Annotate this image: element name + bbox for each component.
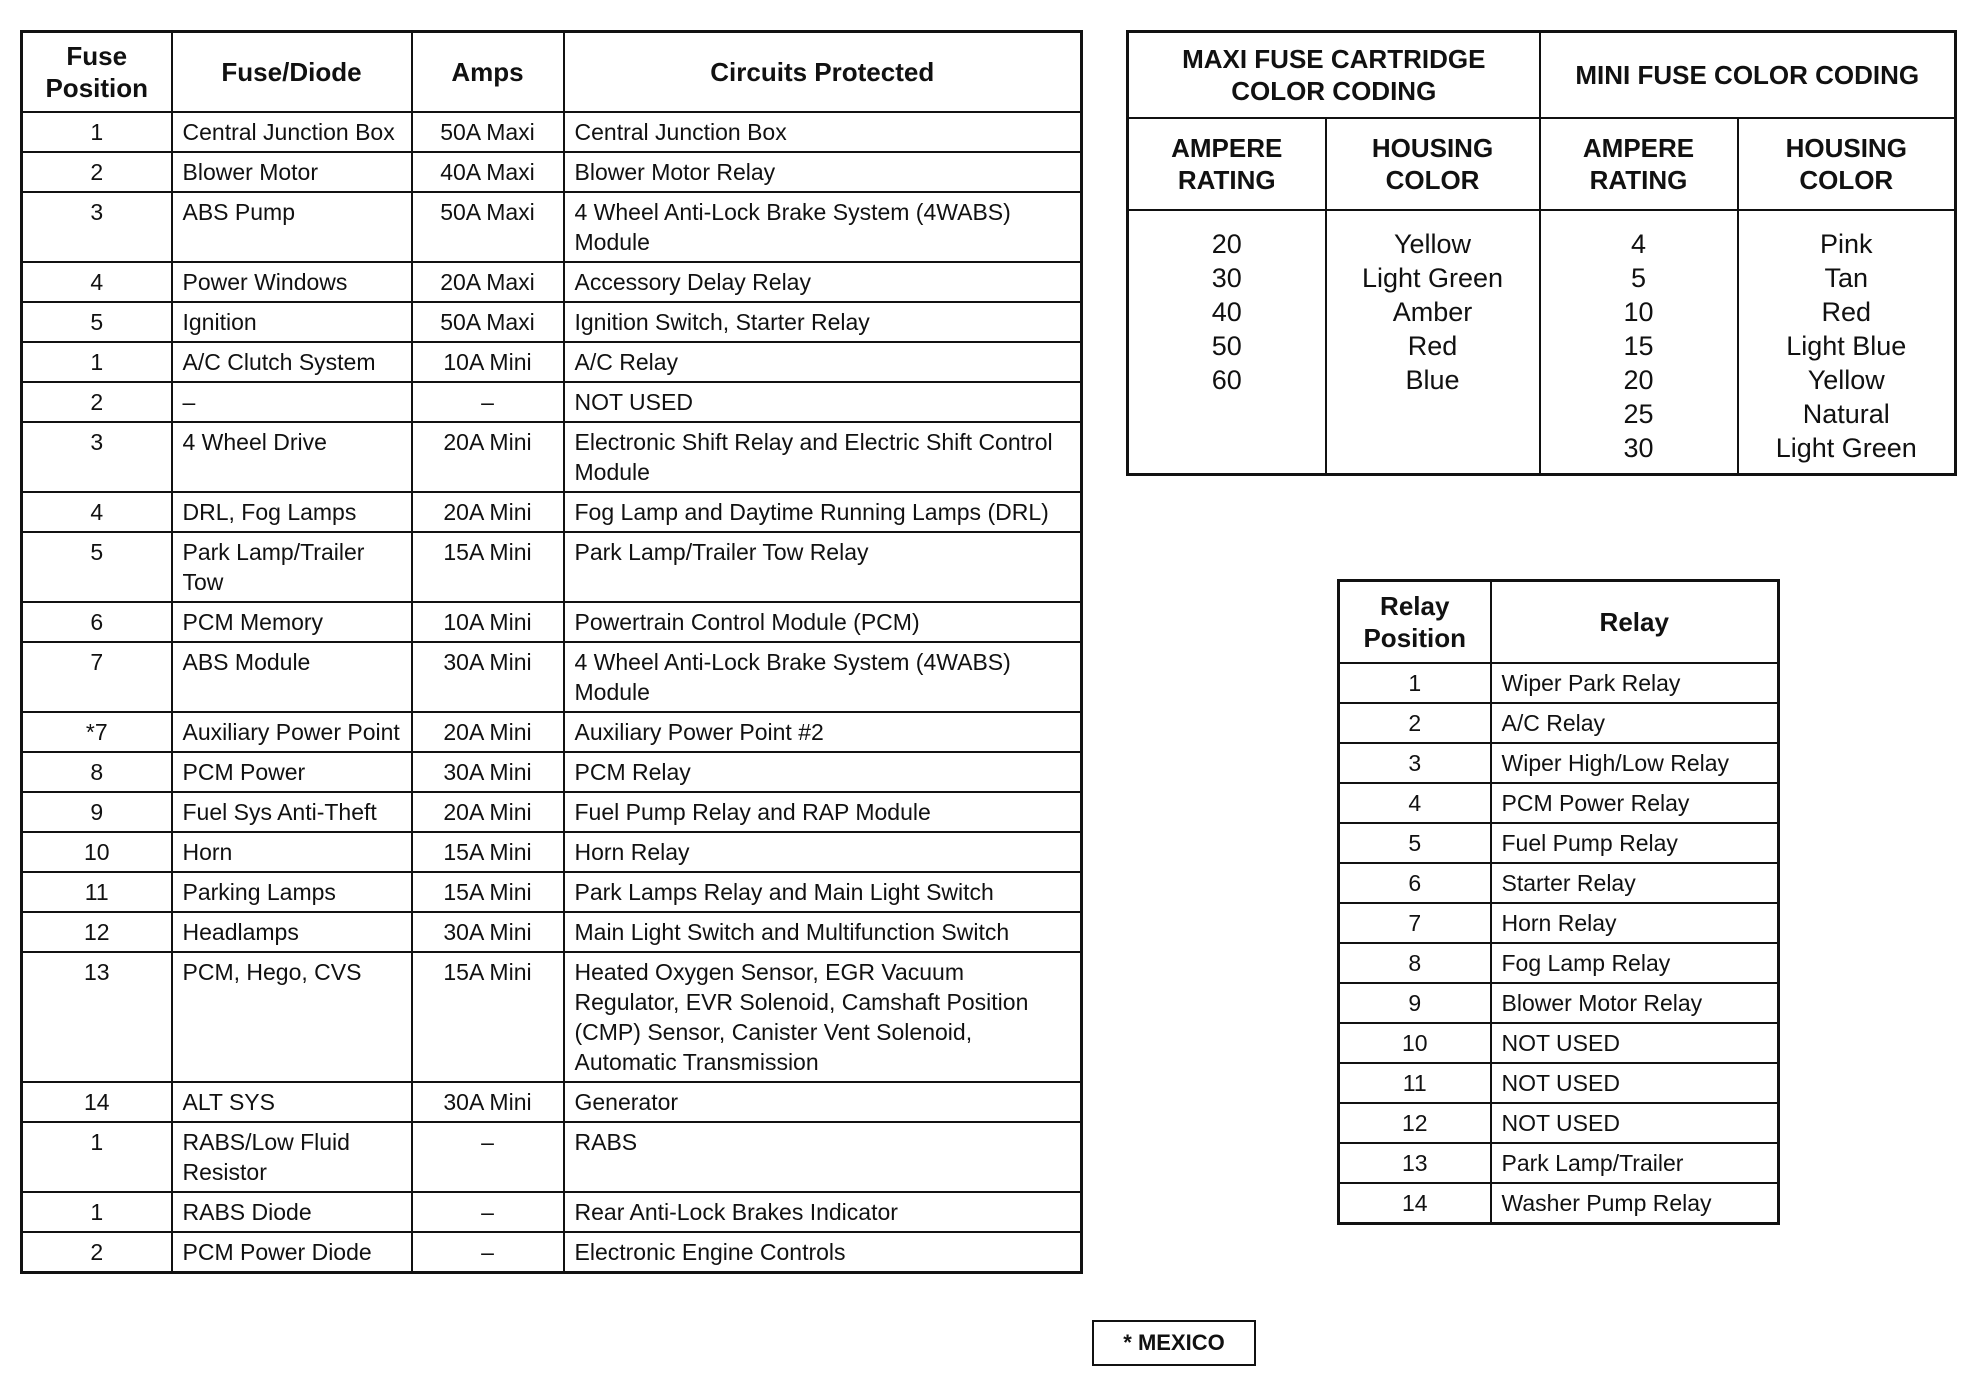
amps-cell: 20A Mini — [412, 422, 564, 492]
table-row — [22, 832, 1082, 872]
mini-color-value: Natural — [1802, 399, 1890, 429]
table-row — [22, 422, 1082, 492]
fuse-name-cell: RABS/Low Fluid Resistor — [172, 1122, 412, 1192]
table-row — [22, 192, 1082, 262]
circuit-cell: 4 Wheel Anti-Lock Brake System (4WABS) Module — [564, 192, 1082, 262]
relay-table — [1337, 579, 1780, 1225]
fuse-position-cell: 1 — [22, 112, 172, 152]
amps-cell: 30A Mini — [412, 752, 564, 792]
fuse-position-cell: 10 — [22, 832, 172, 872]
circuit-cell: Park Lamp/Trailer Tow Relay — [564, 532, 1082, 602]
fuse-position-cell: 5 — [22, 532, 172, 602]
relay-position-cell: 3 — [1339, 743, 1491, 783]
table-row — [1339, 1023, 1779, 1063]
table-row — [22, 152, 1082, 192]
maxi-amp-value: 60 — [1211, 365, 1242, 395]
circuit-cell: Electronic Engine Controls — [564, 1232, 1082, 1273]
fuse-name-cell: PCM Power — [172, 752, 412, 792]
amps-cell: 20A Mini — [412, 792, 564, 832]
circuit-cell: RABS — [564, 1122, 1082, 1192]
fuse-position-cell: 2 — [22, 382, 172, 422]
table-row — [22, 752, 1082, 792]
table-row — [1339, 863, 1779, 903]
amps-cell: 30A Mini — [412, 912, 564, 952]
mini-fuse-title: MINI FUSE COLOR CODING — [1540, 32, 1956, 119]
color-coding-table — [1126, 30, 1957, 476]
table-row — [22, 302, 1082, 342]
circuit-cell: Powertrain Control Module (PCM) — [564, 602, 1082, 642]
circuits-protected-header: Circuits Protected — [564, 32, 1082, 113]
fuse-position-cell: 1 — [22, 342, 172, 382]
amps-cell: 20A Mini — [412, 712, 564, 752]
amps-cell: 50A Maxi — [412, 302, 564, 342]
circuit-cell: Accessory Delay Relay — [564, 262, 1082, 302]
table-row — [1339, 783, 1779, 823]
circuit-cell: Heated Oxygen Sensor, EGR Vacuum Regulator, EVR Solenoid, Camshaft Position (CMP) Sensor, Canister Vent Solenoid, Automatic Transmission — [564, 952, 1082, 1082]
circuit-cell: Fog Lamp and Daytime Running Lamps (DRL) — [564, 492, 1082, 532]
fuse-diode-header: Fuse/Diode — [172, 32, 412, 113]
relay-table-header — [1339, 581, 1779, 664]
color-coding-subheader-row — [1128, 118, 1956, 210]
fuse-position-cell: 14 — [22, 1082, 172, 1122]
amps-cell: 10A Mini — [412, 342, 564, 382]
fuse-name-cell: – — [172, 382, 412, 422]
amps-cell: 30A Mini — [412, 1082, 564, 1122]
relay-name-cell: Fuel Pump Relay — [1491, 823, 1779, 863]
fuse-position-cell: 1 — [22, 1192, 172, 1232]
fuse-position-cell: 2 — [22, 1232, 172, 1273]
circuit-cell: Horn Relay — [564, 832, 1082, 872]
relay-position-cell: 14 — [1339, 1183, 1491, 1224]
color-coding-title-row — [1128, 32, 1956, 119]
fuse-position-cell: 3 — [22, 192, 172, 262]
amps-cell: 15A Mini — [412, 532, 564, 602]
table-row — [22, 262, 1082, 302]
mini-ampere-header: AMPERE RATING — [1540, 118, 1738, 210]
mini-color-value: Pink — [1820, 229, 1873, 259]
fuse-name-cell: 4 Wheel Drive — [172, 422, 412, 492]
maxi-color-value: Red — [1407, 331, 1458, 361]
color-coding-values-row — [1128, 210, 1956, 475]
relay-name-cell: Blower Motor Relay — [1491, 983, 1779, 1023]
maxi-amps-list — [1128, 210, 1326, 475]
fuse-name-cell: DRL, Fog Lamps — [172, 492, 412, 532]
fuse-name-cell: Auxiliary Power Point — [172, 712, 412, 752]
maxi-color-value: Amber — [1392, 297, 1473, 327]
circuit-cell: A/C Relay — [564, 342, 1082, 382]
mini-amp-value: 30 — [1623, 433, 1654, 463]
table-row — [22, 712, 1082, 752]
circuit-cell: Blower Motor Relay — [564, 152, 1082, 192]
fuse-name-cell: RABS Diode — [172, 1192, 412, 1232]
table-row — [1339, 743, 1779, 783]
table-row — [22, 492, 1082, 532]
maxi-ampere-header: AMPERE RATING — [1128, 118, 1326, 210]
table-row — [22, 1082, 1082, 1122]
mexico-footnote: * MEXICO — [1092, 1320, 1256, 1366]
relay-position-cell: 7 — [1339, 903, 1491, 943]
maxi-amp-value: 40 — [1211, 297, 1242, 327]
fuse-position-cell: 2 — [22, 152, 172, 192]
relay-name-cell: PCM Power Relay — [1491, 783, 1779, 823]
fuse-position-cell: 5 — [22, 302, 172, 342]
circuit-cell: Central Junction Box — [564, 112, 1082, 152]
amps-cell: 15A Mini — [412, 872, 564, 912]
relay-position-cell: 8 — [1339, 943, 1491, 983]
fuse-position-cell: 12 — [22, 912, 172, 952]
table-row — [1339, 1063, 1779, 1103]
fuse-name-cell: A/C Clutch System — [172, 342, 412, 382]
mini-amps-list — [1540, 210, 1738, 475]
fuse-name-cell: Power Windows — [172, 262, 412, 302]
fuse-name-cell: Headlamps — [172, 912, 412, 952]
fuse-position-cell: 9 — [22, 792, 172, 832]
mini-amp-value: 25 — [1623, 399, 1654, 429]
amps-cell: 50A Maxi — [412, 112, 564, 152]
relay-name-cell: NOT USED — [1491, 1023, 1779, 1063]
maxi-amp-value: 20 — [1211, 229, 1242, 259]
circuit-cell: NOT USED — [564, 382, 1082, 422]
relay-name-cell: Starter Relay — [1491, 863, 1779, 903]
circuit-cell: Park Lamps Relay and Main Light Switch — [564, 872, 1082, 912]
table-row — [22, 1192, 1082, 1232]
mini-amp-value: 15 — [1623, 331, 1654, 361]
mini-amp-value: 5 — [1631, 263, 1647, 293]
table-row — [1339, 943, 1779, 983]
fuse-position-cell: 3 — [22, 422, 172, 492]
fuse-name-cell: ALT SYS — [172, 1082, 412, 1122]
fuse-name-cell: Blower Motor — [172, 152, 412, 192]
mini-amp-value: 4 — [1631, 229, 1647, 259]
mini-color-value: Light Blue — [1786, 331, 1907, 361]
amps-cell: 15A Mini — [412, 952, 564, 1082]
mini-color-value: Light Green — [1775, 433, 1917, 463]
table-row — [1339, 703, 1779, 743]
relay-name-cell: Horn Relay — [1491, 903, 1779, 943]
circuit-cell: Ignition Switch, Starter Relay — [564, 302, 1082, 342]
fuse-name-cell: PCM Power Diode — [172, 1232, 412, 1273]
relay-position-cell: 11 — [1339, 1063, 1491, 1103]
table-row — [22, 1122, 1082, 1192]
amps-cell: – — [412, 1232, 564, 1273]
table-row — [22, 112, 1082, 152]
relay-name-cell: Wiper High/Low Relay — [1491, 743, 1779, 783]
fuse-position-cell: 6 — [22, 602, 172, 642]
maxi-colors-list — [1326, 210, 1540, 475]
mini-housing-header: HOUSING COLOR — [1738, 118, 1956, 210]
maxi-fuse-title: MAXI FUSE CARTRIDGE COLOR CODING — [1128, 32, 1540, 119]
circuit-cell: Main Light Switch and Multifunction Switch — [564, 912, 1082, 952]
relay-position-cell: 4 — [1339, 783, 1491, 823]
fuse-name-cell: PCM, Hego, CVS — [172, 952, 412, 1082]
relay-name-cell: Fog Lamp Relay — [1491, 943, 1779, 983]
relay-position-cell: 5 — [1339, 823, 1491, 863]
amps-cell: – — [412, 1192, 564, 1232]
fuse-position-cell: 8 — [22, 752, 172, 792]
circuit-cell: Generator — [564, 1082, 1082, 1122]
table-row — [22, 382, 1082, 422]
amps-cell: 20A Mini — [412, 492, 564, 532]
fuse-position-cell: 11 — [22, 872, 172, 912]
table-row — [1339, 1103, 1779, 1143]
table-row — [1339, 663, 1779, 703]
fuse-position-cell: 1 — [22, 1122, 172, 1192]
fuse-position-cell: *7 — [22, 712, 172, 752]
amps-cell: 40A Maxi — [412, 152, 564, 192]
fuse-name-cell: Central Junction Box — [172, 112, 412, 152]
maxi-housing-header: HOUSING COLOR — [1326, 118, 1540, 210]
fuse-name-cell: Ignition — [172, 302, 412, 342]
table-row — [22, 602, 1082, 642]
table-row — [22, 532, 1082, 602]
mini-color-value: Yellow — [1807, 365, 1885, 395]
relay-name-cell: Wiper Park Relay — [1491, 663, 1779, 703]
fuse-name-cell: Parking Lamps — [172, 872, 412, 912]
fuse-position-cell: 4 — [22, 262, 172, 302]
fuse-position-cell: 13 — [22, 952, 172, 1082]
relay-header: Relay — [1491, 581, 1779, 664]
mini-amp-value: 20 — [1623, 365, 1654, 395]
maxi-color-value: Light Green — [1361, 263, 1504, 293]
fuse-name-cell: ABS Pump — [172, 192, 412, 262]
fuse-name-cell: Horn — [172, 832, 412, 872]
mini-color-value: Tan — [1824, 263, 1869, 293]
table-row — [1339, 1143, 1779, 1183]
relay-position-cell: 2 — [1339, 703, 1491, 743]
maxi-amp-value: 50 — [1211, 331, 1242, 361]
fuse-name-cell: PCM Memory — [172, 602, 412, 642]
circuit-cell: Rear Anti-Lock Brakes Indicator — [564, 1192, 1082, 1232]
table-row — [22, 642, 1082, 712]
table-row — [22, 792, 1082, 832]
amps-cell: 20A Maxi — [412, 262, 564, 302]
fuse-position-cell: 4 — [22, 492, 172, 532]
mini-amp-value: 10 — [1623, 297, 1654, 327]
relay-name-cell: Washer Pump Relay — [1491, 1183, 1779, 1224]
amps-cell: 30A Mini — [412, 642, 564, 712]
fuse-table — [20, 30, 1083, 1274]
relay-name-cell: NOT USED — [1491, 1103, 1779, 1143]
relay-position-cell: 12 — [1339, 1103, 1491, 1143]
table-row — [22, 912, 1082, 952]
fuse-position-cell: 7 — [22, 642, 172, 712]
amps-cell: – — [412, 382, 564, 422]
table-row — [22, 1232, 1082, 1273]
amps-cell: – — [412, 1122, 564, 1192]
relay-name-cell: A/C Relay — [1491, 703, 1779, 743]
fuse-table-header — [22, 32, 1082, 113]
mini-color-value: Red — [1821, 297, 1872, 327]
relay-name-cell: NOT USED — [1491, 1063, 1779, 1103]
table-row — [22, 872, 1082, 912]
amps-header: Amps — [412, 32, 564, 113]
relay-position-cell: 13 — [1339, 1143, 1491, 1183]
amps-cell: 10A Mini — [412, 602, 564, 642]
relay-name-cell: Park Lamp/Trailer — [1491, 1143, 1779, 1183]
table-row — [1339, 823, 1779, 863]
mini-colors-list — [1738, 210, 1956, 475]
fuse-position-header: Fuse Position — [22, 32, 172, 113]
maxi-amp-value: 30 — [1211, 263, 1242, 293]
circuit-cell: PCM Relay — [564, 752, 1082, 792]
circuit-cell: 4 Wheel Anti-Lock Brake System (4WABS) Module — [564, 642, 1082, 712]
relay-position-header: Relay Position — [1339, 581, 1491, 664]
table-row — [1339, 1183, 1779, 1224]
relay-position-cell: 10 — [1339, 1023, 1491, 1063]
fuse-name-cell: Park Lamp/Trailer Tow — [172, 532, 412, 602]
table-row — [1339, 983, 1779, 1023]
maxi-color-value: Blue — [1405, 365, 1460, 395]
relay-position-cell: 1 — [1339, 663, 1491, 703]
table-row — [1339, 903, 1779, 943]
table-row — [22, 952, 1082, 1082]
circuit-cell: Auxiliary Power Point #2 — [564, 712, 1082, 752]
fuse-name-cell: ABS Module — [172, 642, 412, 712]
table-row — [22, 342, 1082, 382]
circuit-cell: Fuel Pump Relay and RAP Module — [564, 792, 1082, 832]
amps-cell: 15A Mini — [412, 832, 564, 872]
amps-cell: 50A Maxi — [412, 192, 564, 262]
fuse-name-cell: Fuel Sys Anti-Theft — [172, 792, 412, 832]
relay-position-cell: 9 — [1339, 983, 1491, 1023]
circuit-cell: Electronic Shift Relay and Electric Shift Control Module — [564, 422, 1082, 492]
relay-position-cell: 6 — [1339, 863, 1491, 903]
maxi-color-value: Yellow — [1393, 229, 1472, 259]
